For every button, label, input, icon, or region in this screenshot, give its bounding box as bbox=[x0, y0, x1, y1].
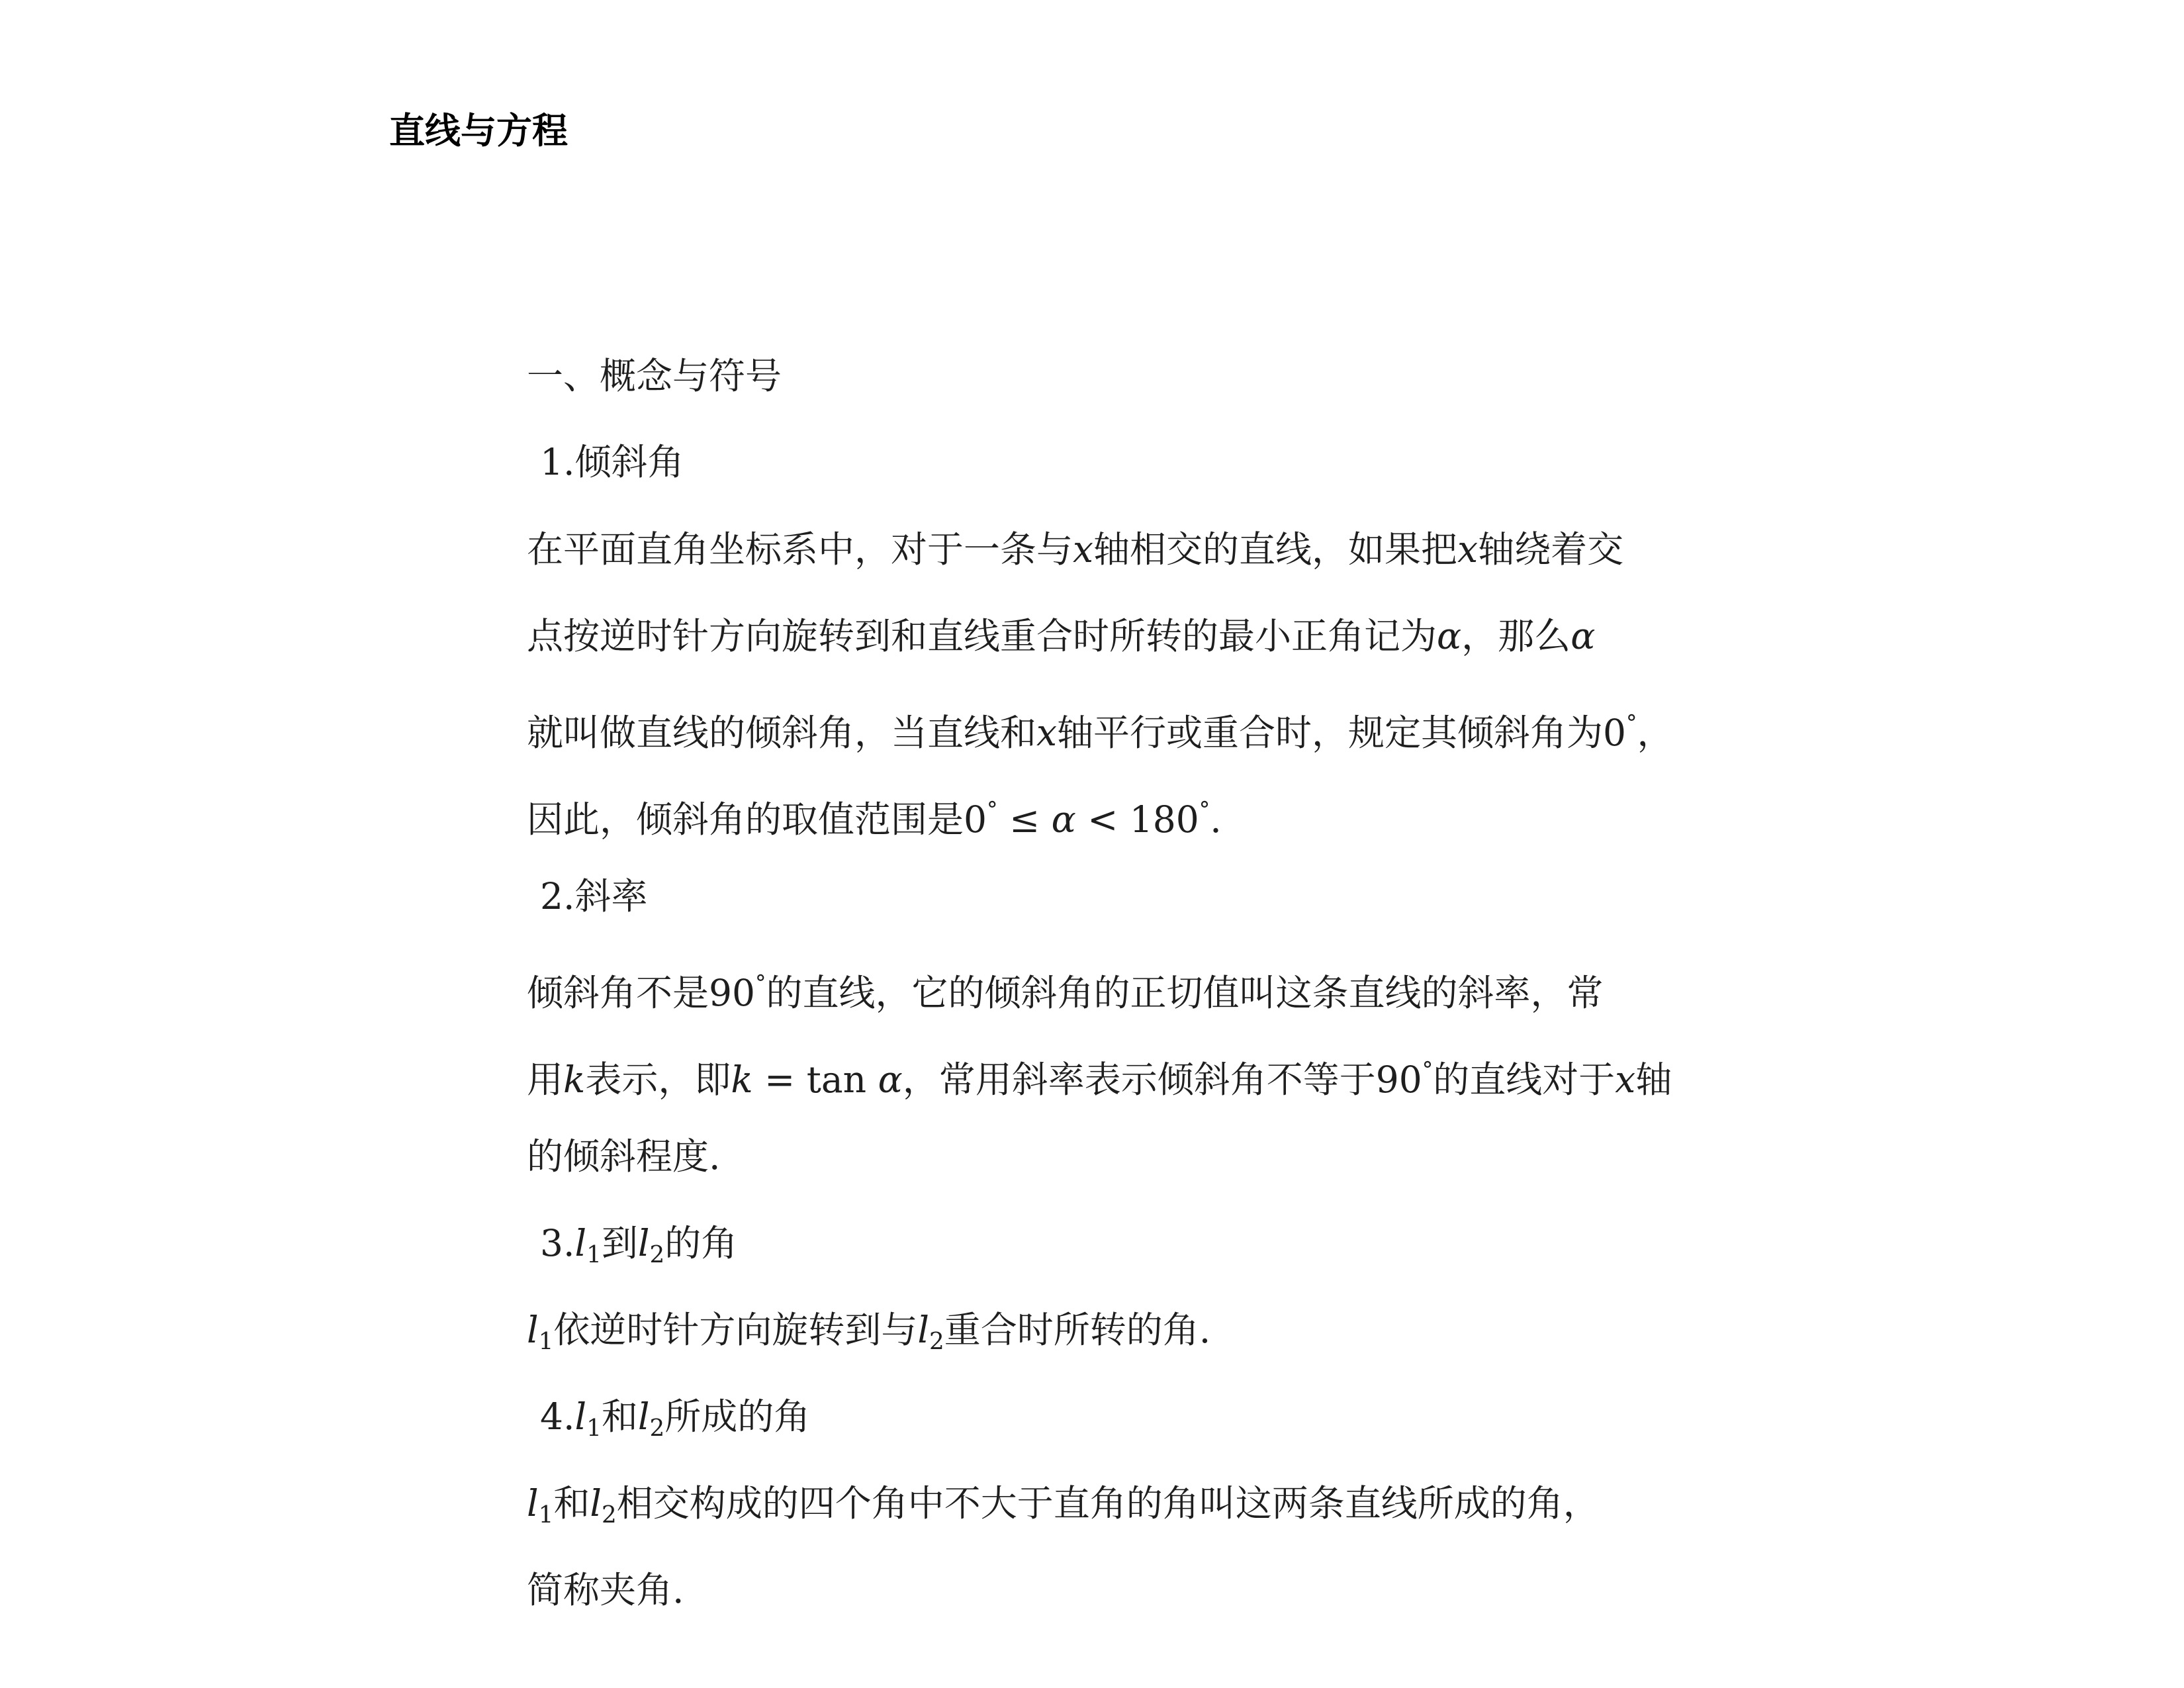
item-4-number: 4. bbox=[540, 1395, 575, 1438]
item-3-heading bbox=[540, 1213, 737, 1274]
item-2-number: 2. bbox=[540, 875, 575, 917]
item-1-line-4: 因此，倾斜角的取值范围是0° ≤ α < 180°. bbox=[527, 796, 1222, 841]
document-title: 直线与方程 bbox=[389, 110, 568, 152]
item-2-heading bbox=[540, 866, 648, 927]
item-2-title: 斜率 bbox=[574, 875, 648, 917]
item-1-heading bbox=[540, 432, 684, 492]
item-4-line-2: 简称夹角. bbox=[527, 1569, 684, 1611]
item-4-title: $l_1$和$l_2$所成的角 bbox=[574, 1395, 811, 1442]
item-2-line-1: 倾斜角不是90°的直线，它的倾斜角的正切值叫这条直线的斜率，常 bbox=[527, 970, 1604, 1015]
section-heading: 一、概念与符号 bbox=[527, 355, 782, 397]
item-3-line-1: $l_1$依逆时针方向旋转到与$l_2$重合时所转的角. bbox=[527, 1309, 1211, 1355]
item-3-title: $l_1$到$l_2$的角 bbox=[574, 1222, 738, 1268]
item-2-line-3: 的倾斜程度. bbox=[527, 1135, 721, 1178]
item-2-line-2: 用k表示，即k = tan α，常用斜率表示倾斜角不等于90°的直线对于x轴 bbox=[527, 1056, 1672, 1102]
item-4-line-1: $l_1$和$l_2$相交构成的四个角中不大于直角的角叫这两条直线所成的角， bbox=[527, 1482, 1600, 1528]
item-3-number: 3. bbox=[540, 1222, 575, 1264]
item-1-number: 1. bbox=[540, 441, 575, 483]
item-1-line-2: 点按逆时针方向旋转到和直线重合时所转的最小正角记为α，那么α bbox=[527, 615, 1596, 657]
item-1-line-1: 在平面直角坐标系中，对于一条与x轴相交的直线，如果把x轴绕着交 bbox=[527, 528, 1624, 571]
item-1-title: 倾斜角 bbox=[574, 441, 684, 483]
item-4-heading bbox=[540, 1386, 810, 1447]
item-1-line-3: 就叫做直线的倾斜角，当直线和x轴平行或重合时，规定其倾斜角为0°， bbox=[527, 710, 1674, 755]
